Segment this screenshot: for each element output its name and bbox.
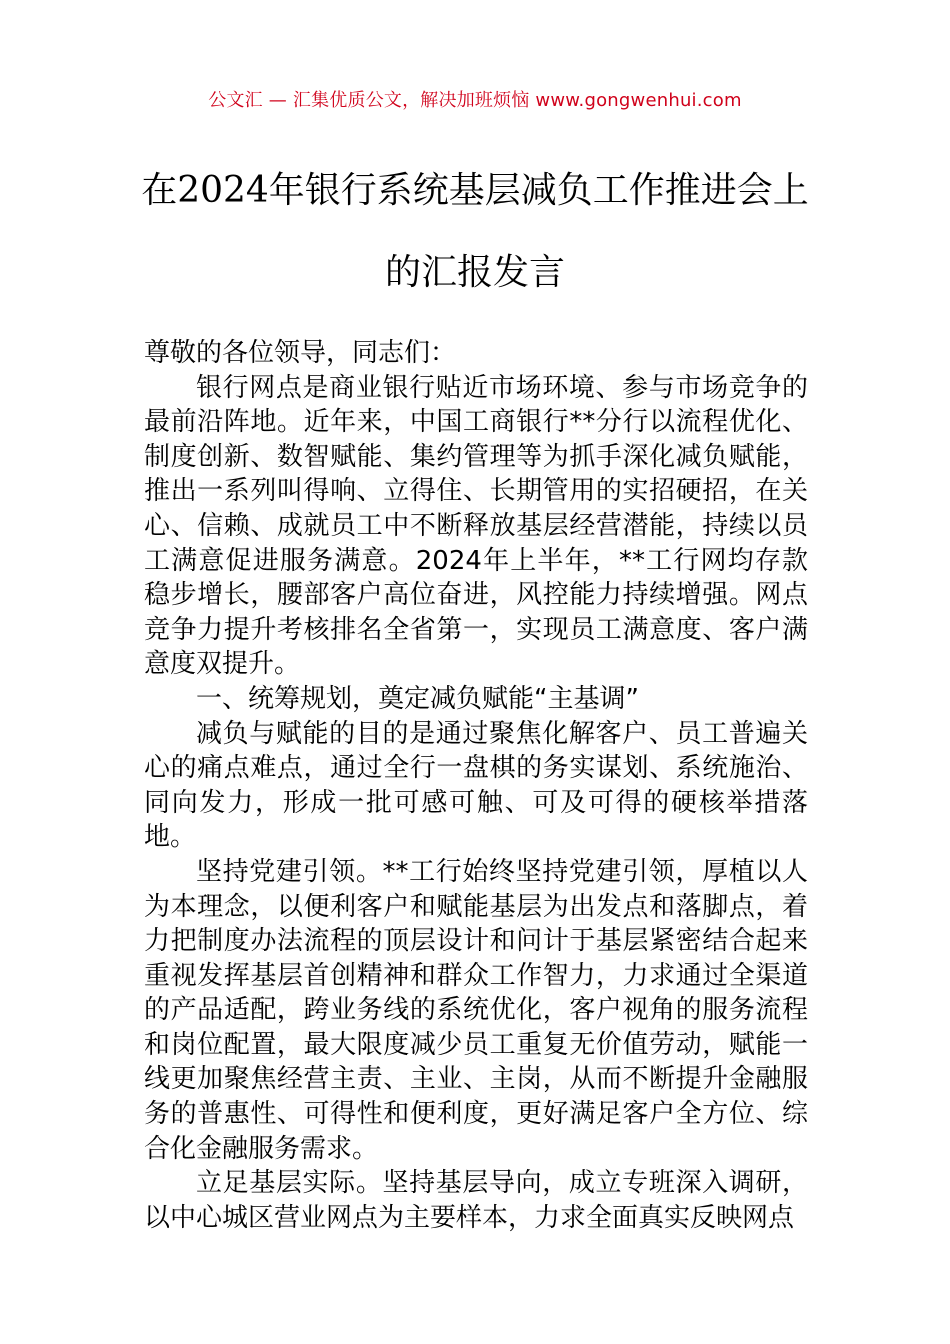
paragraph-intro: 银行网点是商业银行贴近市场环境、参与市场竞争的最前沿阵地。近年来，中国工商银行**分行以流程优化、制度创新、数智赋能、集约管理等为抓手深化减负赋能，推出一系列叫得响、立得住、长期管用的实招硬招，在关心、信赖、成就员工中不断释放基层经营潜能，持续以员工满意促进服务满意。2024年上半年，**工行网均存款稳步增长，腰部客户高位奋进，风控能力持续增强。网点竞争力提升考核排名全省第一，实现员工满意度、客户满意度双提升。 [144, 372, 808, 680]
paragraph-section-1: 减负与赋能的目的是通过聚焦化解客户、员工普遍关心的痛点难点，通过全行一盘棋的务实谋划、系统施治、同向发力，形成一批可感可触、可及可得的硬核举措落地。 [144, 718, 808, 853]
salutation: 尊敬的各位领导，同志们： [144, 338, 457, 368]
title-line-2: 的汇报发言 [384, 252, 565, 293]
watermark-banner: 公文汇 — 汇集优质公文，解决加班烦恼 www.gongwenhui.com [208, 90, 742, 111]
document-title [130, 150, 820, 314]
document-body [144, 336, 808, 1235]
title-line-1: 在2024年银行系统基层减负工作推进会上 [141, 170, 809, 211]
paragraph-grassroots: 立足基层实际。坚持基层导向，成立专班深入调研，以中心城区营业网点为主要样本，力求全面真实反映网点 [144, 1168, 808, 1233]
section-heading-1: 一、统筹规划，奠定减负赋能“主基调” [196, 683, 639, 714]
paragraph-party-leadership: 坚持党建引领。**工行始终坚持党建引领，厚植以人为本理念，以便利客户和赋能基层为出发点和落脚点，着力把制度办法流程的顶层设计和问计于基层紧密结合起来重视发挥基层首创精神和群众工作智力，力求通过全渠道的产品适配，跨业务线的系统优化，客户视角的服务流程和岗位配置，最大限度减少员工重复无价值劳动，赋能一线更加聚焦经营主责、主业、主岗，从而不断提升金融服务的普惠性、可得性和便利度，更好满足客户全方位、综合化金融服务需求。 [144, 856, 808, 1164]
